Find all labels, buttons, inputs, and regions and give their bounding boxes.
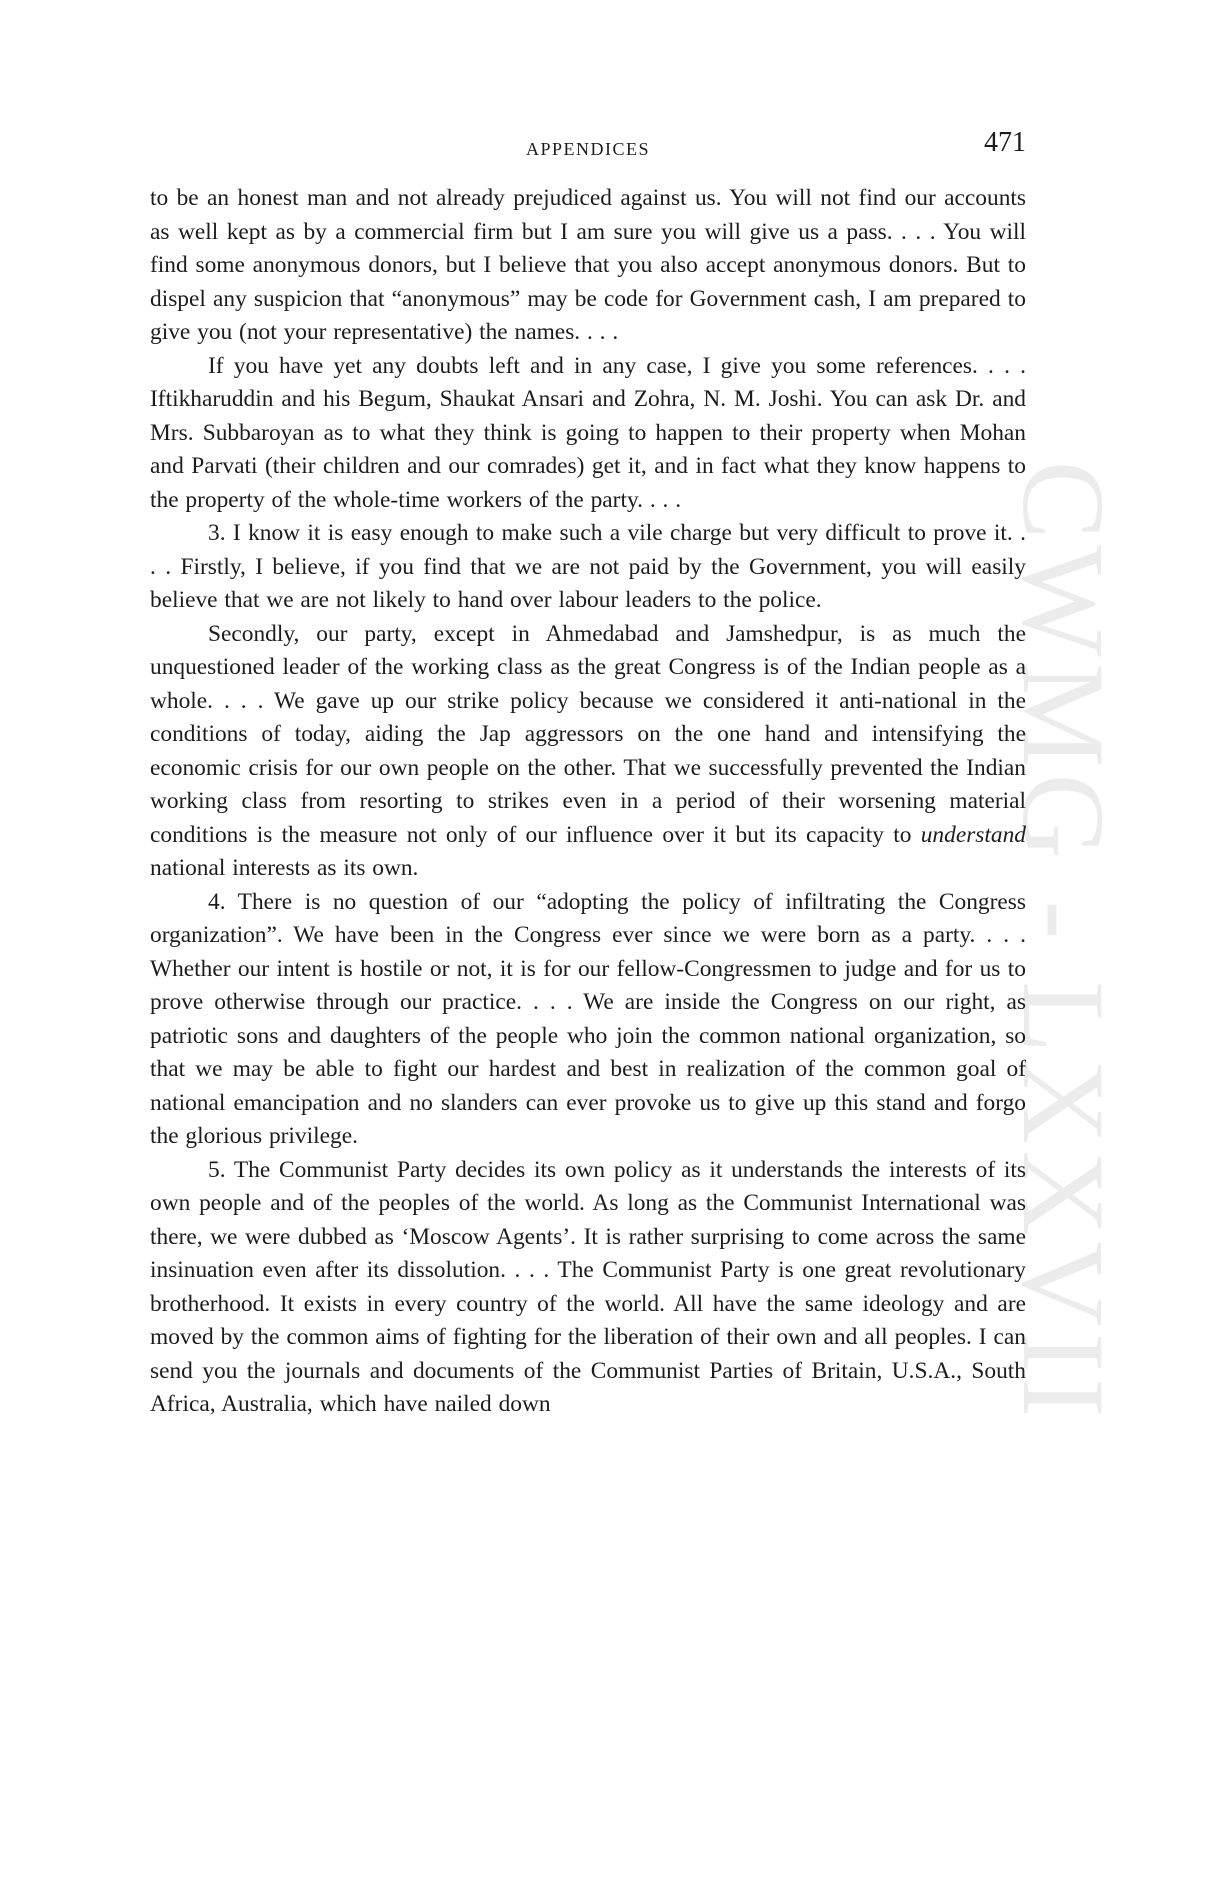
- page-number: 471: [984, 127, 1026, 158]
- paragraph: [150, 182, 1026, 350]
- running-head: [150, 128, 1026, 168]
- paragraph-text: to be an honest man and not already prejudiced against us. You will not find our accounts as well kept as by a commercial firm but I am sure you will give us a pass. . . . You will find some anonymous donors, but I believe that you also accept anonymous donors. But to dispel any suspicion that “anonymous” may be code for Government cash, I am prepared to give you (not your representative) the names. . . .: [150, 185, 1026, 345]
- paragraph: [150, 1154, 1026, 1422]
- paragraph-text: national interests as its own.: [150, 855, 419, 881]
- paragraph-text: Secondly, our party, except in Ahmedabad and Jamshedpur, is as much the unquestioned leader of the working class as the great Congress is of the Indian people as a whole. . . . We gave up our strike policy because we considered it anti-national in the conditions of today, aiding the Jap aggressors on the one hand and intensifying the economic crisis for our own people on the other. That we successfully prevented the Indian working class from resorting to strikes even in a period of their worsening material conditions is the measure not only of our influence over it but its capacity to: [150, 620, 1026, 848]
- paragraph-text: 5. The Communist Party decides its own policy as it understands the interests of its own people and of the peoples of the world. As long as the Communist International was there, we were dubbed as ‘Moscow Agents’. It is rather surprising to come across the same insinuation even after its dissolution. . . . The Communist Party is one great revolutionary brotherhood. It exists in every country of the world. All have the same ideology and are moved by the common aims of fighting for the liberation of their own and all peoples. I can send you the journals and documents of the Communist Parties of Britain, U.S.A., South Africa, Australia, which have nailed down: [150, 1156, 1026, 1417]
- paragraph: [150, 886, 1026, 1154]
- running-head-title: APPENDICES: [525, 139, 651, 159]
- italic-text: understand: [920, 821, 1026, 848]
- paragraph-text: If you have yet any doubts left and in any case, I give you some references. . . . Iftikharuddin and his Begum, Shaukat Ansari and Zohra, N. M. Joshi. You can ask Dr. and Mrs. Subbaroyan as to what they think is going to happen to their property when Mohan and Parvati (their children and our comrades) get it, and in fact what they know happens to the property of the whole-time workers of the party. . . .: [150, 352, 1026, 513]
- paragraph: [150, 350, 1026, 518]
- paragraph-text: 3. I know it is easy enough to make such a vile charge but very difficult to prove it. . . . Firstly, I believe, if you find that we are not paid by the Government, you will easily believe that we are not likely to hand over labour leaders to the police.: [150, 520, 1026, 613]
- body-text: [150, 182, 1026, 1422]
- paragraph-text: 4. There is no question of our “adopting the policy of infiltrating the Congress organization”. We have been in the Congress ever since we were born as a party. . . . Whether our intent is hostile or not, it is for our fellow-Congressmen to judge and for us to prove otherwise through our practice. . . . We are inside the Congress on our right, as patriotic sons and daughters of the people who join the common national organization, so that we may be able to fight our hardest and best in realization of the common goal of national emancipation and no slanders can ever provoke us to give up this stand and forgo the glorious privilege.: [150, 888, 1026, 1149]
- page: [150, 128, 1026, 1422]
- paragraph: [150, 618, 1026, 886]
- watermark-text: CWMG - LXXVII: [998, 460, 1129, 1424]
- paragraph: [150, 517, 1026, 618]
